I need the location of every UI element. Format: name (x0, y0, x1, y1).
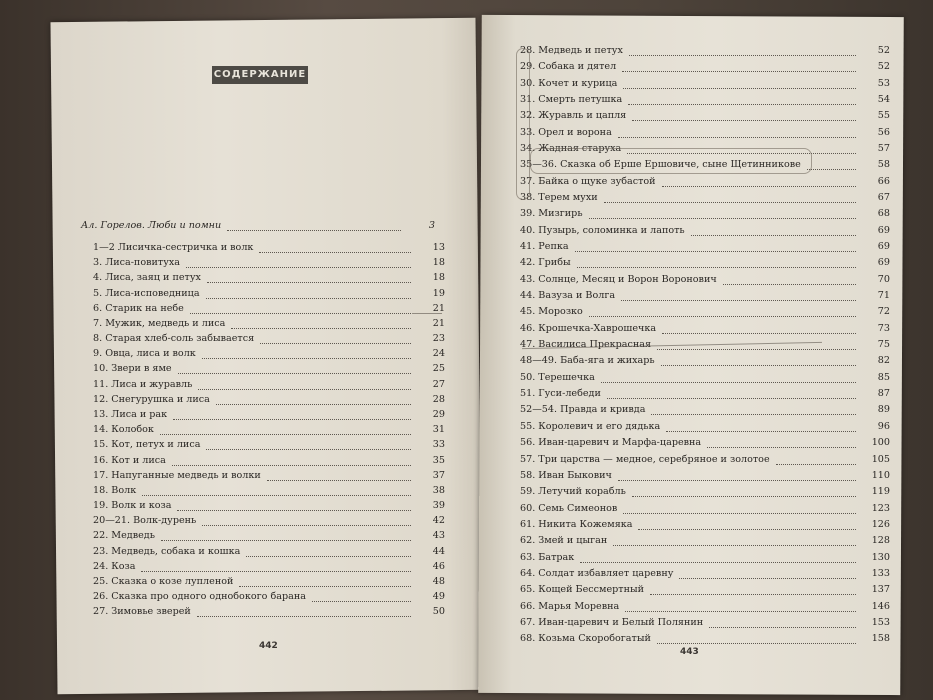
toc-entry (520, 109, 890, 123)
toc-leader-dots (206, 435, 411, 450)
toc-leader-dots (206, 284, 411, 299)
toc-entry-title: 26. Сказка про одного однобокого барана (93, 591, 306, 603)
toc-entry-title: 38. Терем мухи (520, 192, 598, 204)
toc-entry-page: 39 (432, 500, 445, 512)
toc-entry-title: 3. Лиса-повитуха (93, 257, 180, 269)
toc-leader-dots (807, 155, 856, 170)
toc-leader-dots (141, 557, 411, 572)
toc-entry-title: 56. Иван-царевич и Марфа-царевна (520, 437, 702, 449)
toc-entry-page: 137 (871, 584, 890, 596)
toc-entry-title: 68. Козьма Скоробогатый (520, 633, 651, 645)
toc-entry-title: 29. Собака и дятел (520, 61, 617, 73)
toc-entry-title: 58. Иван Быкович (520, 469, 612, 481)
toc-entry (520, 534, 890, 548)
toc-entry-title: 44. Вазуза и Волга (520, 290, 616, 302)
toc-entry-page: 3 (428, 220, 435, 231)
toc-leader-dots (227, 216, 401, 231)
pencil-tick-mark (412, 313, 442, 314)
toc-entry-page: 18 (432, 272, 445, 284)
toc-leader-dots (601, 368, 856, 383)
toc-leader-dots (207, 268, 411, 283)
toc-entry-title: 15. Кот, петух и лиса (93, 439, 201, 451)
toc-entry-page: 50 (432, 606, 445, 618)
toc-entry (520, 273, 890, 287)
toc-entry-title: 66. Марья Моревна (520, 600, 620, 612)
toc-entry-title: 46. Крошечка-Хаврошечка (520, 322, 657, 334)
toc-entry (520, 518, 890, 532)
left-page-number: 442 (259, 641, 278, 651)
toc-entry-title: 18. Волк (93, 484, 137, 496)
toc-entry-page: 28 (432, 393, 445, 405)
toc-entry (520, 485, 890, 499)
toc-leader-dots (691, 221, 856, 236)
toc-entry-title: 65. Кощей Бессмертный (520, 584, 645, 596)
toc-leader-dots (161, 526, 411, 541)
toc-entry-title: Ал. Горелов. Люби и помни (81, 220, 222, 231)
toc-leader-dots (709, 613, 856, 628)
toc-entry-page: 69 (877, 224, 890, 236)
toc-entry-page: 25 (432, 363, 445, 375)
toc-leader-dots (178, 359, 411, 374)
toc-entry-page: 146 (871, 600, 890, 612)
right-page-number: 443 (680, 647, 699, 657)
toc-entry-title: 6. Старик на небе (93, 302, 184, 314)
toc-entry-page: 33 (432, 439, 445, 451)
toc-entry (520, 240, 890, 254)
toc-entry (93, 605, 445, 619)
toc-entry (520, 256, 890, 270)
toc-entry-page: 119 (871, 486, 890, 498)
toc-leader-dots (589, 302, 856, 317)
toc-entry-page: 72 (877, 306, 890, 318)
toc-leader-dots (666, 417, 856, 432)
toc-entry-page: 48 (432, 575, 445, 587)
toc-entry (520, 469, 890, 483)
toc-entry-page: 57 (877, 143, 890, 155)
toc-leader-dots (142, 481, 411, 496)
toc-entry (520, 387, 890, 401)
toc-entry-title: 43. Солнце, Месяц и Ворон Воронович (520, 273, 717, 285)
toc-entry-page: 68 (877, 208, 890, 220)
toc-entry (520, 77, 890, 91)
toc-entry-page: 13 (432, 242, 445, 253)
toc-entry-page: 52 (877, 61, 890, 73)
toc-entry-page: 70 (877, 273, 890, 285)
toc-entry-page: 89 (877, 404, 890, 416)
toc-entry-title: 4. Лиса, заяц и петух (93, 272, 201, 284)
toc-entry-page: 53 (877, 77, 890, 89)
toc-entry-page: 21 (432, 302, 445, 314)
toc-leader-dots (580, 548, 856, 563)
toc-entry (520, 600, 890, 614)
toc-entry-title: 62. Змей и цыган (520, 535, 608, 547)
toc-entry (520, 224, 890, 238)
toc-leader-dots (246, 542, 411, 557)
toc-entry-title: 23. Медведь, собака и кошка (93, 545, 241, 557)
toc-entry-page: 75 (877, 339, 890, 351)
toc-entry-page: 27 (432, 378, 445, 390)
toc-entry-title: 37. Байка о щуке зубастой (520, 175, 656, 187)
toc-leader-dots (231, 314, 411, 329)
toc-entry-page: 23 (432, 333, 445, 345)
toc-leader-dots (216, 390, 411, 405)
toc-entry-title: 5. Лиса-исповедница (93, 287, 200, 299)
toc-entry-title: 7. Мужик, медведь и лиса (93, 317, 226, 329)
toc-entry (520, 126, 890, 140)
toc-entry-title: 51. Гуси-лебеди (520, 388, 601, 400)
toc-entry-page: 19 (432, 287, 445, 299)
toc-leader-dots (607, 384, 856, 399)
toc-entry-page: 31 (432, 424, 445, 436)
toc-entry-title: 64. Солдат избавляет царевну (520, 567, 674, 579)
toc-entry-title: 22. Медведь (93, 530, 155, 542)
toc-entry (520, 44, 890, 58)
toc-entry-title: 63. Батрак (520, 551, 575, 563)
toc-entry (520, 322, 890, 336)
toc-leader-dots (625, 597, 856, 612)
toc-entry (520, 60, 890, 74)
toc-leader-dots (623, 74, 856, 89)
toc-entry-page: 29 (432, 408, 445, 420)
toc-leader-dots (186, 253, 411, 268)
toc-entry (520, 371, 890, 385)
toc-entry-page: 82 (877, 355, 890, 367)
toc-entry-title: 55. Королевич и его дядька (520, 420, 661, 432)
toc-leader-dots (613, 531, 856, 546)
toc-leader-dots (662, 319, 856, 334)
toc-leader-dots (628, 90, 856, 105)
toc-leader-dots (259, 238, 411, 253)
toc-entry-title: 61. Никита Кожемяка (520, 518, 633, 530)
toc-leader-dots (618, 123, 856, 138)
toc-entry-page: 37 (432, 469, 445, 481)
toc-leader-dots (618, 466, 856, 481)
toc-entry-title: 24. Коза (93, 560, 136, 572)
toc-leader-dots (707, 433, 856, 448)
toc-entry-title: 30. Кочет и курица (520, 77, 618, 89)
toc-entry-title: 27. Зимовье зверей (93, 606, 191, 618)
toc-entry-title: 57. Три царства — медное, серебряное и золотое (520, 453, 770, 465)
toc-entry-title: 11. Лиса и журавль (93, 378, 193, 390)
toc-entry-title: 14. Колобок (93, 424, 154, 436)
toc-leader-dots (632, 106, 856, 121)
toc-entry-page: 43 (432, 530, 445, 542)
toc-leader-dots (197, 602, 411, 617)
toc-entry (520, 289, 890, 303)
toc-entry-title: 41. Репка (520, 241, 569, 253)
toc-leader-dots (202, 511, 411, 526)
toc-entry (520, 502, 890, 516)
toc-entry-page: 105 (871, 453, 890, 465)
toc-entry-page: 52 (877, 45, 890, 56)
toc-entry-page: 128 (871, 535, 890, 547)
toc-entry-title: 48—49. Баба-яга и жихарь (520, 355, 655, 367)
toc-entry-page: 67 (877, 192, 890, 204)
toc-entry (81, 219, 435, 233)
toc-entry-page: 44 (432, 545, 445, 557)
toc-entry (520, 616, 890, 630)
toc-entry-title: 47. Василиса Прекрасная (520, 339, 652, 351)
toc-leader-dots (661, 351, 856, 366)
toc-leader-dots (679, 564, 856, 579)
toc-leader-dots (575, 237, 856, 252)
toc-entry-page: 69 (877, 241, 890, 253)
toc-entry-title: 52—54. Правда и кривда (520, 404, 646, 416)
toc-entry-page: 46 (432, 560, 445, 572)
toc-entry (520, 305, 890, 319)
toc-entry-title: 13. Лиса и рак (93, 408, 168, 420)
toc-leader-dots (623, 499, 856, 514)
toc-entry-title: 20—21. Волк-дурень (93, 515, 197, 527)
toc-entry-page: 123 (871, 502, 890, 514)
toc-leader-dots (267, 466, 411, 481)
toc-entry-page: 110 (871, 469, 890, 481)
toc-entry-page: 73 (877, 322, 890, 334)
toc-entry-page: 69 (877, 257, 890, 269)
toc-entry-page: 24 (432, 348, 445, 360)
toc-entry-page: 21 (432, 317, 445, 329)
toc-leader-dots (723, 270, 856, 285)
toc-entry-page: 71 (877, 290, 890, 302)
toc-leader-dots (312, 587, 411, 602)
toc-entry-title: 9. Овца, лиса и волк (93, 348, 196, 360)
toc-leader-dots (650, 580, 856, 595)
toc-leader-dots (651, 400, 856, 415)
toc-leader-dots (589, 204, 856, 219)
toc-entry-title: 17. Напуганные медведь и волки (93, 469, 261, 481)
toc-entry-title: 60. Семь Симеонов (520, 502, 618, 514)
toc-entry (520, 420, 890, 434)
toc-leader-dots (657, 629, 856, 644)
toc-leader-dots (172, 451, 411, 466)
toc-leader-dots (177, 496, 411, 511)
toc-leader-dots (260, 329, 411, 344)
toc-entry-title: 16. Кот и лиса (93, 454, 166, 466)
toc-entry (520, 207, 890, 221)
toc-leader-dots (198, 375, 411, 390)
toc-entry-title: 59. Летучий корабль (520, 486, 626, 498)
toc-leader-dots (604, 188, 856, 203)
toc-entry-title: 8. Старая хлеб-соль забывается (93, 333, 255, 345)
toc-leader-dots (776, 450, 856, 465)
toc-entry-page: 42 (432, 515, 445, 527)
toc-leader-dots (190, 299, 411, 314)
toc-leader-dots (622, 57, 856, 72)
toc-entry-page: 85 (877, 371, 890, 383)
toc-entry-page: 18 (432, 257, 445, 269)
pencil-underline-mark (530, 148, 812, 174)
toc-leader-dots (239, 572, 411, 587)
toc-entry-page: 66 (877, 175, 890, 187)
toc-entry (520, 436, 890, 450)
toc-entry (520, 175, 890, 189)
toc-entry-page: 100 (871, 437, 890, 449)
toc-entry-title: 28. Медведь и петух (520, 45, 623, 56)
toc-entry (520, 93, 890, 107)
toc-entry-page: 49 (432, 591, 445, 603)
toc-entry-page: 133 (871, 567, 890, 579)
toc-entry-page: 55 (877, 110, 890, 122)
toc-entry-page: 158 (871, 633, 890, 645)
toc-leader-dots (202, 344, 411, 359)
toc-entry (520, 354, 890, 368)
toc-entry-title: 32. Журавль и цапля (520, 110, 627, 122)
toc-entry-page: 96 (877, 420, 890, 432)
toc-entry (520, 191, 890, 205)
toc-entry-title: 34. Жадная старуха (520, 143, 622, 155)
toc-entry-title: 19. Волк и коза (93, 500, 172, 512)
toc-entry-title: 25. Сказка о козе лупленой (93, 575, 234, 587)
toc-entry-page: 58 (877, 159, 890, 171)
toc-leader-dots (621, 286, 856, 301)
toc-leader-dots (632, 482, 856, 497)
pencil-bracket-mark (516, 48, 530, 200)
toc-entry-title: 45. Морозко (520, 306, 583, 318)
toc-entry-title: 39. Мизгирь (520, 208, 583, 220)
toc-entry-page: 38 (432, 484, 445, 496)
toc-entry-page: 126 (871, 518, 890, 530)
toc-entry-title: 10. Звери в яме (93, 363, 172, 375)
toc-leader-dots (577, 253, 856, 268)
toc-entry-page: 130 (871, 551, 890, 563)
toc-entry-title: 67. Иван-царевич и Белый Полянин (520, 616, 704, 628)
toc-entry-title: 40. Пузырь, соломинка и лапоть (520, 224, 685, 236)
toc-entry-title: 35—36. Сказка об Ерше Ершовиче, сыне Щетинникове (520, 159, 801, 171)
toc-entry (520, 453, 890, 467)
toc-entry-title: 12. Снегурушка и лиса (93, 393, 210, 405)
toc-entry-page: 35 (432, 454, 445, 466)
toc-leader-dots (629, 41, 856, 56)
toc-leader-dots (638, 515, 856, 530)
toc-entry-page: 87 (877, 388, 890, 400)
toc-entry-title: 1—2 Лисичка-сестричка и волк (93, 242, 254, 253)
toc-entry-title: 42. Грибы (520, 257, 571, 269)
toc-entry-title: 31. Смерть петушка (520, 94, 623, 106)
toc-entry-title: 50. Терешечка (520, 371, 595, 383)
toc-entry (520, 403, 890, 417)
toc-entry-title: 33. Орел и ворона (520, 126, 612, 138)
toc-entry (520, 567, 890, 581)
toc-entry (520, 583, 890, 597)
toc-leader-dots (173, 405, 411, 420)
toc-title: СОДЕРЖАНИЕ (212, 66, 308, 84)
toc-entry (520, 551, 890, 565)
toc-entry-page: 56 (877, 126, 890, 138)
toc-entry (520, 632, 890, 646)
toc-entry-page: 54 (877, 94, 890, 106)
toc-entry-page: 153 (871, 616, 890, 628)
toc-leader-dots (160, 420, 411, 435)
